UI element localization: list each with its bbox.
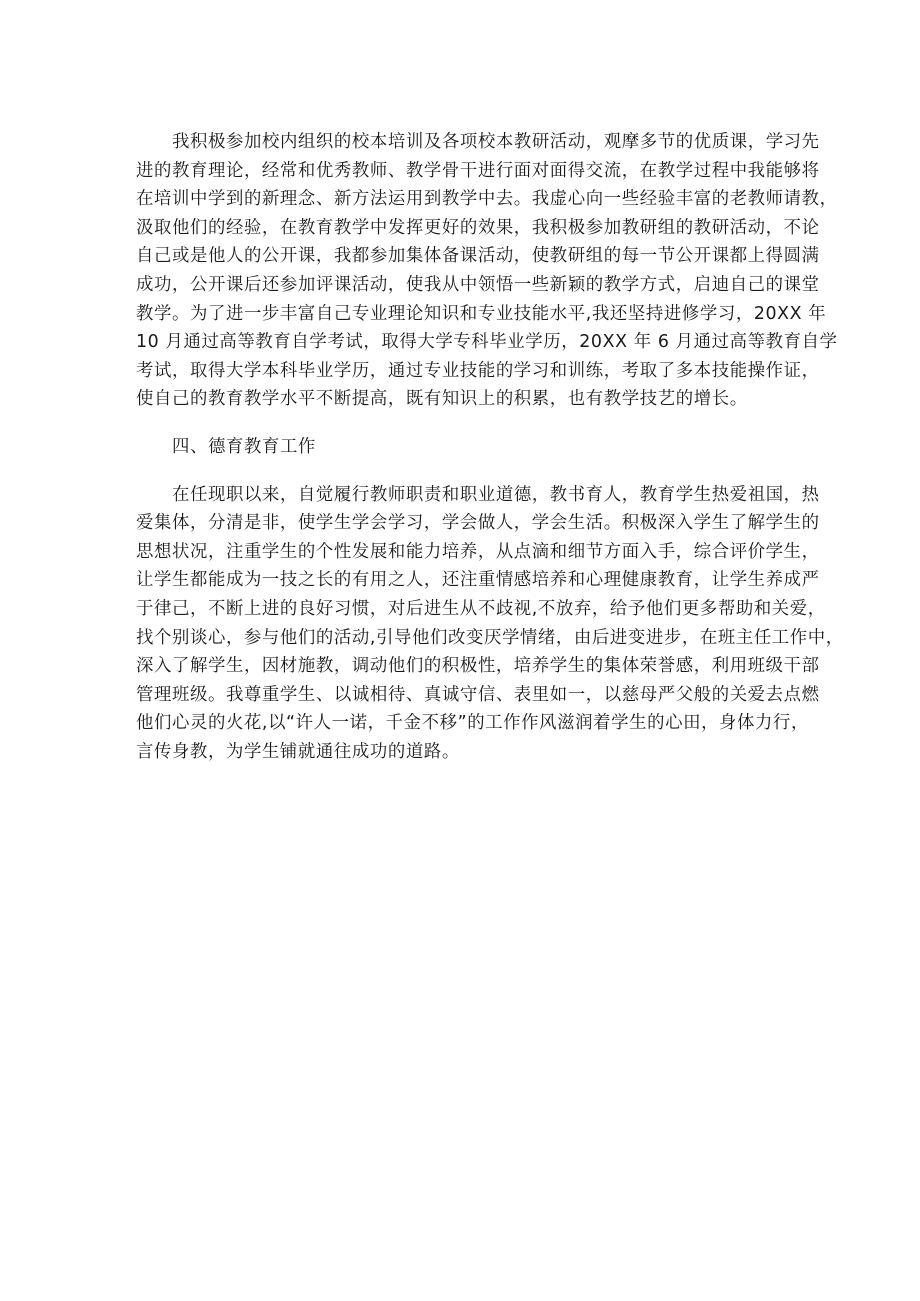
paragraph-training xyxy=(136,128,838,414)
text-line: 深入了解学生，因材施教，调动他们的积极性，培养学生的集体荣誉感，利用班级干部 xyxy=(136,656,820,677)
text-line: 成功，公开课后还参加评课活动，使我从中领悟一些新颖的教学方式，启迪自己的课堂 xyxy=(136,274,820,295)
paragraph-moral-education xyxy=(136,481,844,767)
text-line: 汲取他们的经验，在教育教学中发挥更好的效果，我积极参加教研组的教研活动，不论 xyxy=(136,217,820,238)
text-line: 于律己，不断上进的良好习惯，对后进生从不歧视,不放弃，给予他们更多帮助和关爱， xyxy=(136,598,826,619)
document-content xyxy=(136,128,844,766)
text-line: 言传身教，为学生铺就通往成功的道路。 xyxy=(136,741,460,762)
text-line: 让学生都能成为一技之长的有用之人，还注重情感培养和心理健康教育，让学生养成严 xyxy=(136,570,820,591)
text-line: 进的教育理论，经常和优秀教师、教学骨干进行面对面得交流，在教学过程中我能够将 xyxy=(136,160,820,181)
text-line: 思想状况，注重学生的个性发展和能力培养，从点滴和细节方面入手，综合评价学生， xyxy=(136,541,820,562)
text-line: 教学。为了进一步丰富自己专业理论知识和专业技能水平,我还坚持进修学习，20XX 年 xyxy=(136,303,827,324)
text-line: 10 月通过高等教育自学考试，取得大学专科毕业学历，20XX 年 6 月通过高等教育自学 xyxy=(136,332,838,353)
text-line: 在培训中学到的新理念、新方法运用到教学中去。我虚心向一些经验丰富的老教师请教， xyxy=(136,189,838,210)
text-line: 在任现职以来，自觉履行教师职责和职业道德，教书育人，教育学生热爱祖国，热 xyxy=(172,484,820,505)
text-line: 他们心灵的火花,以“许人一诺，千金不移”的工作作风滋润着学生的心田，身体力行， xyxy=(136,713,810,734)
section-heading-text: 四、德育教育工作 xyxy=(172,436,316,457)
text-line: 考试，取得大学本科毕业学历，通过专业技能的学习和训练，考取了多本技能操作证， xyxy=(136,360,820,381)
text-line: 爱集体，分清是非，使学生学会学习，学会做人，学会生活。积极深入学生了解学生的 xyxy=(136,513,820,534)
text-line: 使自己的教育教学水平不断提高，既有知识上的积累，也有教学技艺的增长。 xyxy=(136,389,748,410)
text-line: 我积极参加校内组织的校本培训及各项校本教研活动，观摩多节的优质课，学习先 xyxy=(172,132,820,152)
text-line: 找个别谈心，参与他们的活动,引导他们改变厌学情绪，由后进变进步，在班主任工作中， xyxy=(136,627,844,648)
section-heading xyxy=(136,433,804,462)
text-line: 管理班级。我尊重学生、以诚相待、真诚守信、表里如一，以慈母严父般的关爱去点燃 xyxy=(136,684,820,705)
text-line: 自己或是他人的公开课，我都参加集体备课活动，使教研组的每一节公开课都上得圆满 xyxy=(136,246,820,267)
